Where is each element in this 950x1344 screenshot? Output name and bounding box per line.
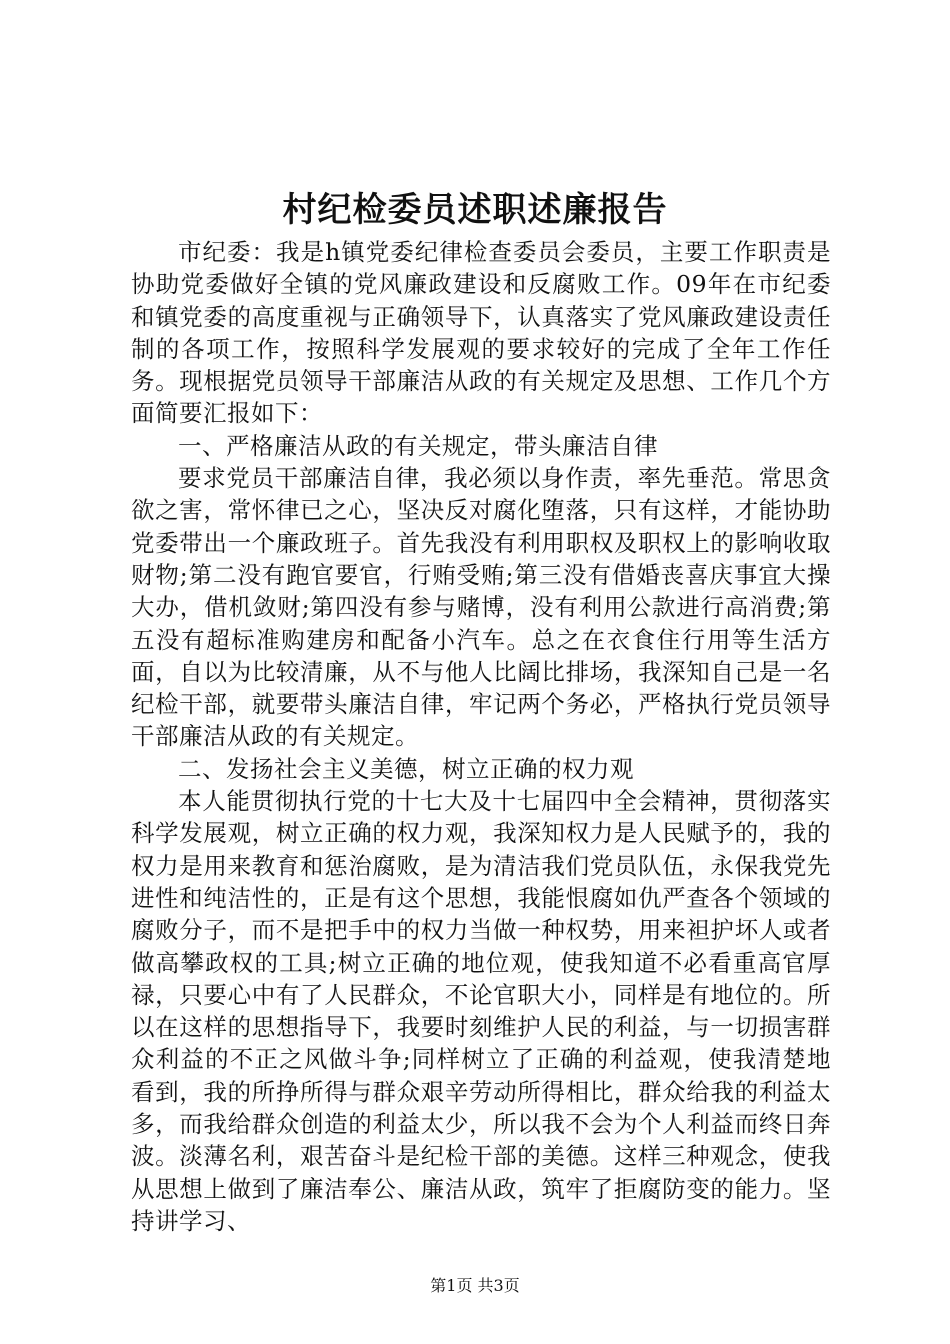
page-indicator: 第1页 共3页 (430, 1276, 520, 1295)
section-heading-1: 一、严格廉洁从政的有关规定，带头廉洁自律 (178, 431, 658, 460)
page-footer (0, 1275, 950, 1297)
section-heading-2: 二、发扬社会主义美德，树立正确的权力观 (178, 754, 634, 783)
paragraph-section-2: 本人能贯彻执行党的十七大及十七届四中全会精神，贯彻落实科学发展观，树立正确的权力观，我深知权力是人民赋予的，我的权力是用来教育和惩治腐败，是为清洁我们党员队伍，永保我党先进性和纯洁性的，正是有这个思想，我能恨腐如仇严查各个领域的腐败分子，而不是把手中的权力当做一种权势，用来袒护坏人或者做高攀政权的工具;树立正确的地位观，使我知道不必看重高官厚禄，只要心中有了人民群众，不论官职大小，同样是有地位的。所以在这样的思想指导下，我要时刻维护人民的利益，与一切损害群众利益的不正之风做斗争;同样树立了正确的利益观，使我清楚地看到，我的所挣所得与群众艰辛劳动所得相比，群众给我的利益太多，而我给群众创造的利益太少，所以我不会为个人利益而终日奔波。淡薄名利，艰苦奋斗是纪检干部的美德。这样三种观念，使我从思想上做到了廉洁奉公、廉洁从政，筑牢了拒腐防变的能力。坚持讲学习、 (131, 787, 831, 1235)
paragraph-intro: 市纪委：我是h镇党委纪律检查委员会委员，主要工作职责是协助党委做好全镇的党风廉政建设和反腐败工作。09年在市纪委和镇党委的高度重视与正确领导下，认真落实了党风廉政建设责任制的各项工作，按照科学发展观的要求较好的完成了全年工作任务。现根据党员领导干部廉洁从政的有关规定及思想、工作几个方面简要汇报如下： (131, 238, 831, 428)
paragraph-section-1: 要求党员干部廉洁自律，我必须以身作责，率先垂范。常思贪欲之害，常怀律已之心，坚决反对腐化堕落，只有这样，才能协助党委带出一个廉政班子。首先我没有利用职权及职权上的影响收取财物;第二没有跑官要官，行贿受贿;第三没有借婚丧喜庆事宜大操大办，借机敛财;第四没有参与赌博，没有利用公款进行高消费;第五没有超标准购建房和配备小汽车。总之在衣食住行用等生活方面，自以为比较清廉，从不与他人比阔比排场，我深知自己是一名纪检干部，就要带头廉洁自律，牢记两个务必，严格执行党员领导干部廉洁从政的有关规定。 (131, 464, 831, 751)
document-title: 村纪检委员述职述廉报告 (282, 190, 668, 230)
document-body (131, 236, 831, 1237)
